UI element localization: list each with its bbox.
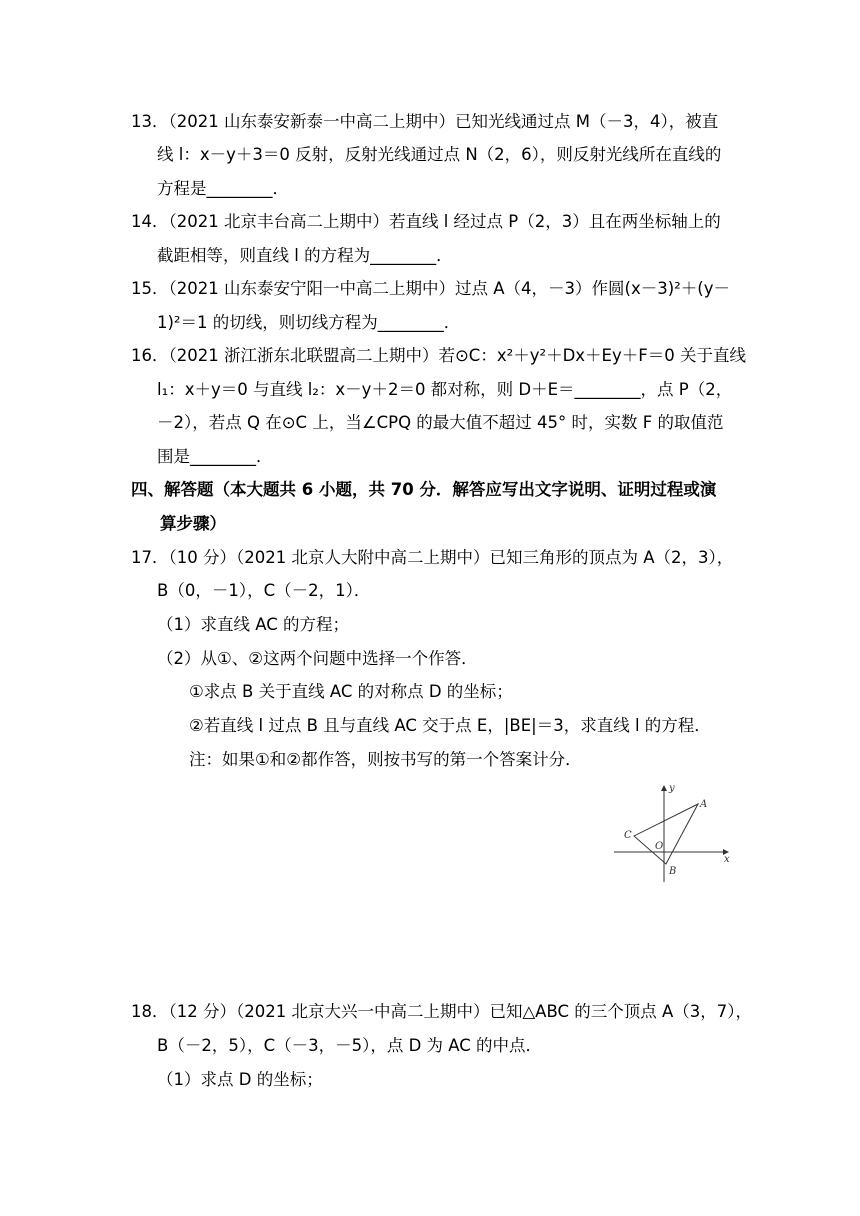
section-4-heading: 四、解答题（本大题共 6 小题，共 70 分．解答应写出文字说明、证明过程或演 [131,480,717,499]
q16-line-3: －2），若点 Q 在⊙C 上，当∠CPQ 的最大值不超过 45° 时，实数 F 的取值范 [157,413,724,432]
q17-line-2: B（0，－1），C（－2，1）． [157,581,371,600]
q15-line-1: 15．（2021 山东泰安宁阳一中高二上期中）过点 A（4，－3）作圆(x－3)²＋(y－ [131,279,730,298]
q13-line-1: 13．（2021 山东泰安新泰一中高二上期中）已知光线通过点 M（－3，4），被直 [131,112,719,131]
q13-line-3: 方程是________． [157,179,289,198]
label-x: x [724,854,730,865]
label-b: B [669,866,677,877]
label-c: C [624,830,632,841]
q14-line-1: 14．（2021 北京丰台高二上期中）若直线 l 经过点 P（2，3）且在两坐标轴上的 [131,212,721,231]
section-4-heading-cont: 算步骤） [160,514,226,533]
label-a: A [700,799,708,810]
q17-part-1: （1）求直线 AC 的方程； [157,615,350,634]
q18-line-1: 18．（12 分）（2021 北京大兴一中高二上期中）已知△ABC 的三个顶点 A（3，7）， [131,1002,753,1021]
q18-part-1: （1）求点 D 的坐标； [157,1070,323,1089]
label-y: y [669,783,675,794]
q18-line-2: B（－2，5），C（－3，－5），点 D 为 AC 的中点． [157,1036,543,1055]
q16-line-2: l₁：x＋y＝0 与直线 l₂：x－y＋2＝0 都对称，则 D＋E＝________，点 P（2， [157,380,733,399]
q17-note: 注：如果①和②都作答，则按书写的第一个答案计分． [189,750,582,769]
q13-line-2: 线 l：x－y＋3＝0 反射，反射光线通过点 N（2，6），则反射光线所在直线的 [157,145,722,164]
label-o: O [655,841,664,852]
q16-line-1: 16．（2021 浙江浙东北联盟高二上期中）若⊙C：x²＋y²＋Dx＋Ey＋F＝0 关于直线 [131,346,746,365]
q17-line-1: 17．（10 分）（2021 北京人大附中高二上期中）已知三角形的顶点为 A（2，3）， [131,548,734,567]
triangle-figure [612,782,740,886]
q17-option-2: ②若直线 l 过点 B 且与直线 AC 交于点 E，|BE|＝3，求直线 l 的方程． [189,716,711,735]
q17-option-1: ①求点 B 关于直线 AC 的对称点 D 的坐标； [189,682,513,701]
q16-line-4: 围是________． [157,447,273,466]
q17-part-2: （2）从①、②这两个问题中选择一个作答． [157,649,478,668]
q15-line-2: 1)²＝1 的切线，则切线方程为________． [157,313,461,332]
triangle-abc [634,804,698,864]
q14-line-2: 截距相等，则直线 l 的方程为________． [157,246,453,265]
